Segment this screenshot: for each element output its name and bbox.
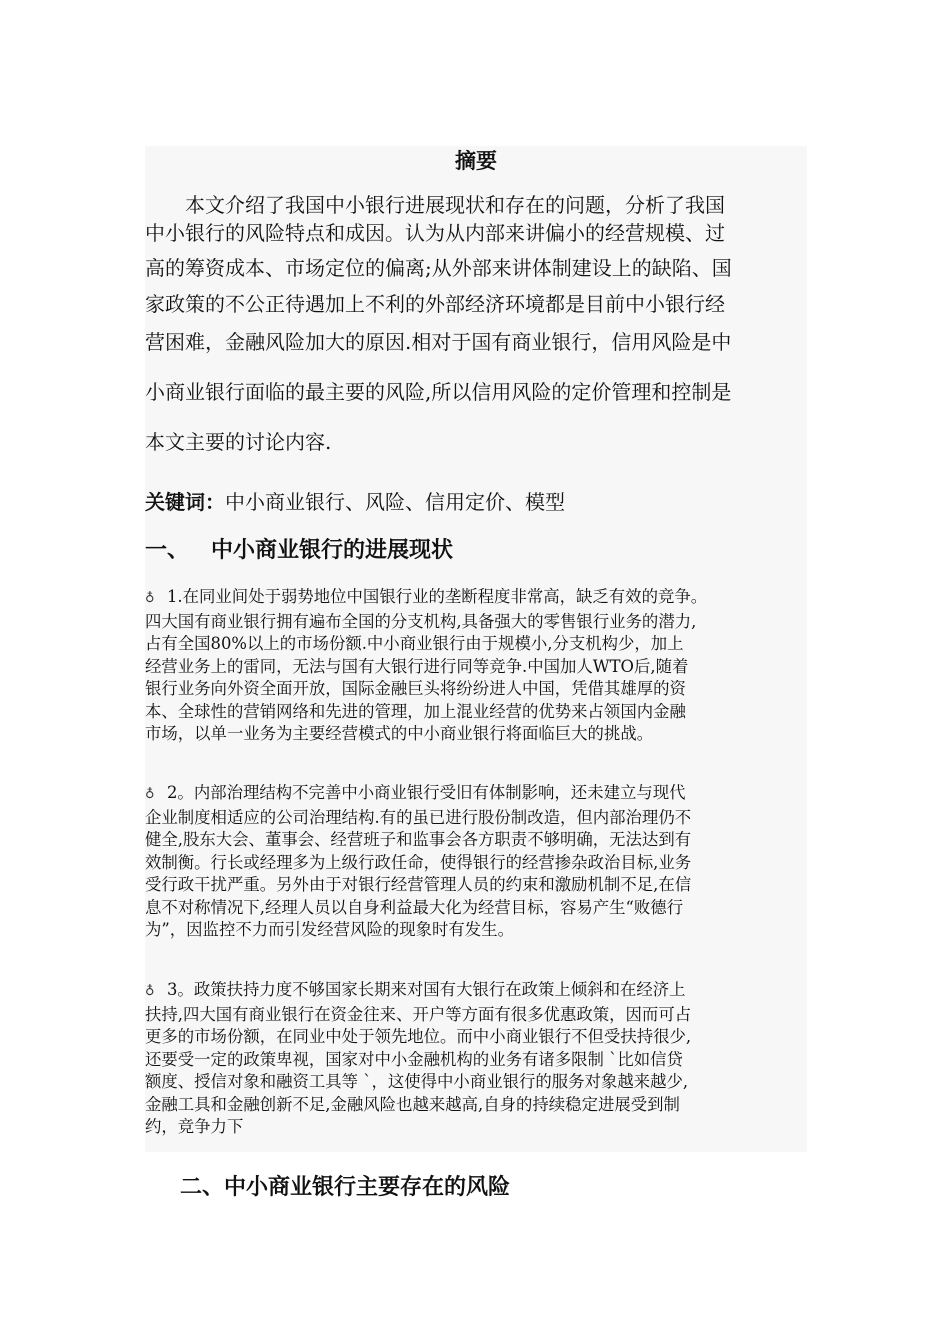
section-heading-1 bbox=[145, 536, 453, 566]
paragraph-line: 效制衡。行长或经理多为上级行政任命，使得银行的经营掺杂政治目标,业务 bbox=[145, 852, 692, 872]
paragraph-line: 额度、授信对象和融资工具等 `，这使得中小商业银行的服务对象越来越少, bbox=[145, 1072, 689, 1091]
paragraph-line: 四大国有商业银行拥有遍布全国的分支机构,具备强大的零售银行业务的潜力, bbox=[145, 611, 697, 631]
line-text: 1.在同业间处于弱势地位中国银行业的垄断程度非常高，缺乏有效的竞争。 bbox=[167, 587, 708, 606]
keywords-line bbox=[145, 489, 565, 515]
abstract-line: 高的筹资成本、市场定位的偏离;从外部来讲体制建设上的缺陷、国 bbox=[145, 256, 732, 280]
paragraph-line: 更多的市场份额，在同业中处于领先地位。而中小商业银行不但受扶持很少, bbox=[145, 1027, 692, 1046]
paragraph-line: 为”，因监控不力而引发经营风险的现象时有发生。 bbox=[145, 920, 514, 939]
paragraph-line: 健全,股东大会、董事会、经营班子和监事会各方职责不够明确，无法达到有 bbox=[145, 830, 692, 849]
section-number: 一、 bbox=[145, 538, 190, 563]
paragraph-line: 息不对称情况下,经理人员以自身利益最大化为经营目标，容易产生“败德行 bbox=[145, 897, 684, 917]
paragraph-line: 银行业务向外资全面开放，国际金融巨头将纷纷进人中国，凭借其雄厚的资 bbox=[145, 679, 686, 698]
paragraph-line: 市场，以单一业务为主要经营模式的中小商业银行将面临巨大的挑战。 bbox=[145, 724, 654, 743]
paragraph-line: 约，竞争力下 bbox=[145, 1117, 244, 1136]
paragraph-line bbox=[145, 586, 807, 611]
bullet-icon: ♁ bbox=[145, 787, 155, 802]
paragraph-line: 还要受一定的政策卑视，国家对中小金融机构的业务有诸多限制 `比如信贷 bbox=[145, 1049, 683, 1069]
bullet-icon: ♁ bbox=[145, 984, 155, 999]
body-paragraph bbox=[145, 979, 807, 1139]
paragraph-line: 金融工具和金融创新不足,金融风险也越来越高,自身的持续稳定进展受到制 bbox=[145, 1094, 680, 1114]
paragraph-line: 扶持,四大国有商业银行在资金往来、开户等方面有很多优惠政策，因而可占 bbox=[145, 1004, 692, 1024]
abstract-line: 家政策的不公正待遇加上不利的外部经济环境都是目前中小银行经 bbox=[145, 292, 725, 316]
abstract-line: 中小银行的风险特点和成因。认为从内部来讲偏小的经营规模、过 bbox=[145, 221, 725, 245]
abstract-line: 小商业银行面临的最主要的风险,所以信用风险的定价管理和控制是 bbox=[145, 380, 732, 404]
body-paragraph bbox=[145, 782, 807, 942]
line-text: 3。政策扶持力度不够国家长期来对国有大银行在政策上倾斜和在经济上 bbox=[167, 980, 686, 999]
section-title: 中小商业银行的进展现状 bbox=[211, 538, 454, 563]
paragraph-line: 受行政干扰严重。另外由于对银行经营管理人员的约束和激励机制不足,在信 bbox=[145, 875, 692, 894]
bullet-icon: ♁ bbox=[145, 591, 155, 606]
paragraph-line: 企业制度相适应的公司治理结构.有的虽已进行股份制改造，但内部治理仍不 bbox=[145, 807, 692, 827]
keywords-label: 关键词： bbox=[145, 490, 225, 514]
paragraph-line: 经营业务上的雷同，无法与国有大银行进行同等竞争.中国加人WTO后,随着 bbox=[145, 656, 689, 676]
paragraph-line bbox=[145, 782, 807, 807]
abstract-line: 本文介绍了我国中小银行进展现状和存在的问题，分析了我国 bbox=[145, 193, 725, 217]
abstract-line: 本文主要的讨论内容. bbox=[145, 430, 332, 454]
section-heading-2: 二、中小商业银行主要存在的风险 bbox=[180, 1175, 511, 1200]
paragraph-line: 占有全国80%以上的市场份额.中小商业银行由于规模小,分支机构少，加上 bbox=[145, 634, 684, 653]
abstract-title: 摘要 bbox=[455, 149, 497, 173]
abstract-line: 营困难，金融风险加大的原因.相对于国有商业银行，信用风险是中 bbox=[145, 330, 732, 354]
paragraph-line bbox=[145, 979, 807, 1004]
body-paragraph bbox=[145, 586, 807, 746]
line-text: 2。内部治理结构不完善中小商业银行受旧有体制影响，还未建立与现代 bbox=[167, 783, 686, 802]
keywords-text: 中小商业银行、风险、信用定价、模型 bbox=[225, 490, 565, 514]
paragraph-line: 本、全球性的营销网络和先进的管理，加上混业经营的优势来占领国内金融 bbox=[145, 701, 686, 721]
